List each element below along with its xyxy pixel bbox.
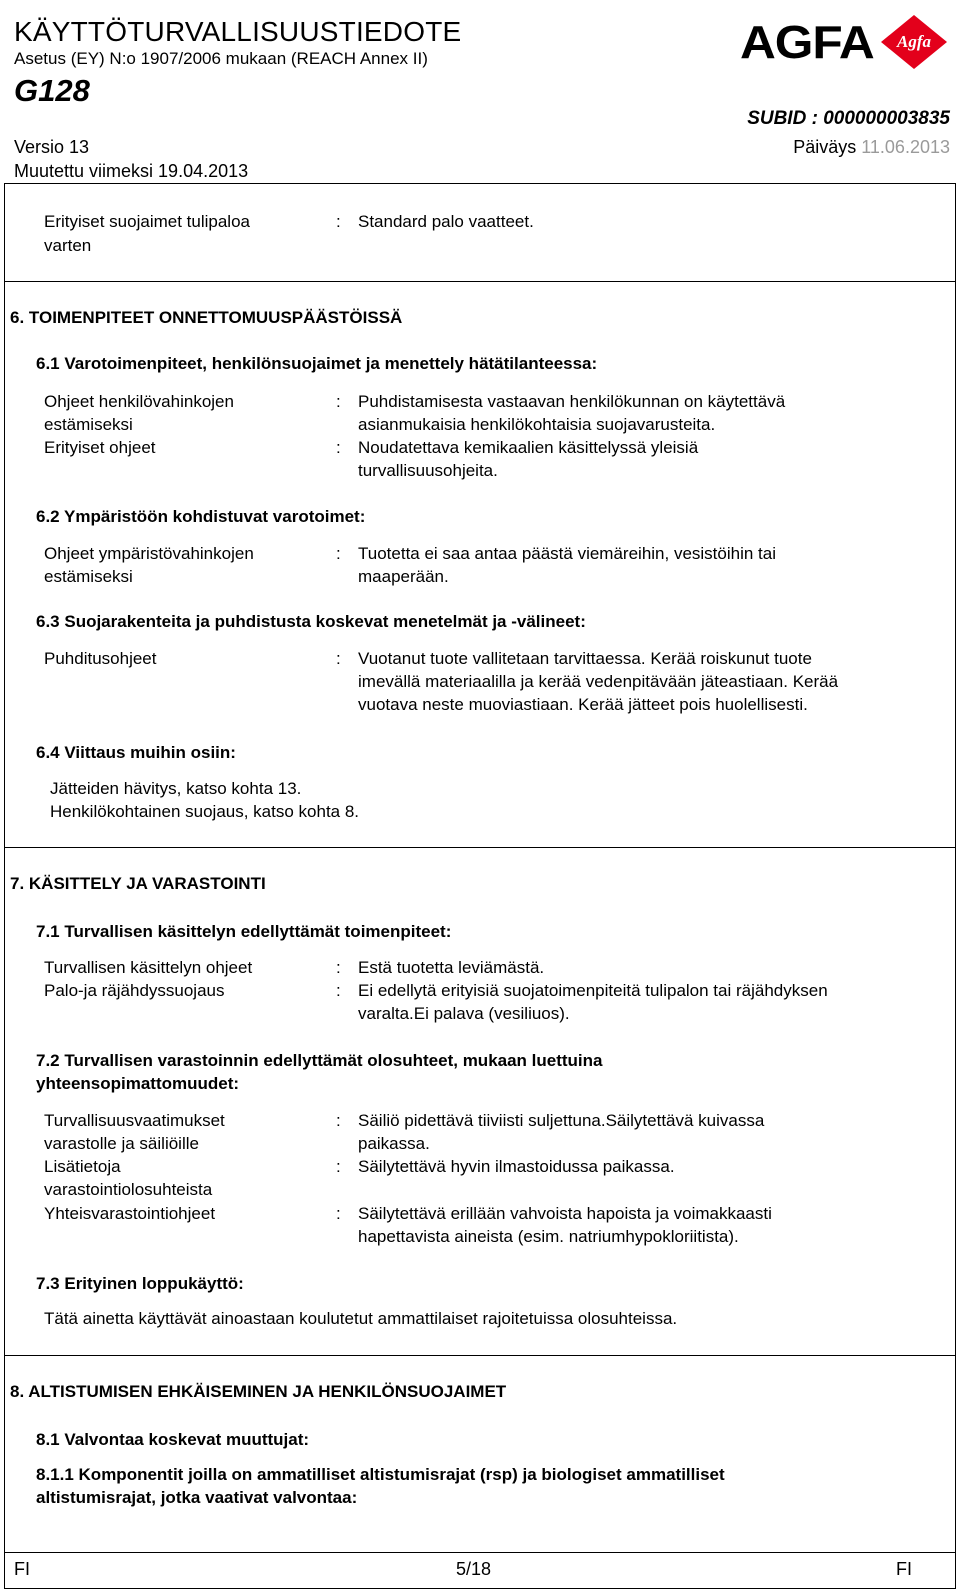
- s6-ref-line1: Jätteiden hävitys, katso kohta 13.: [50, 779, 302, 798]
- agfa-logo-text: AGFA: [740, 16, 874, 68]
- s5-colon: :: [336, 212, 341, 231]
- agfa-logo: [740, 14, 952, 70]
- footer-divider: [4, 1552, 956, 1553]
- s6-r2-value-line2: turvallisuusohjeita.: [358, 461, 498, 480]
- s6-r3-colon: :: [336, 544, 341, 563]
- section-7-title: 7. KÄSITTELY JA VARASTOINTI: [10, 874, 266, 893]
- divider: [4, 1355, 956, 1356]
- product-code: G128: [14, 73, 90, 108]
- s5-label-line1: Erityiset suojaimet tulipaloa: [44, 212, 250, 231]
- section-6-title: 6. TOIMENPITEET ONNETTOMUUSPÄÄSTÖISSÄ: [10, 308, 403, 327]
- s6-r4-value-line2: imevällä materiaalilla ja kerää vedenpitävään jäteastiaan. Kerää: [358, 672, 839, 691]
- s6-r3-label-line1: Ohjeet ympäristövahinkojen: [44, 544, 254, 563]
- section-8-title: 8. ALTISTUMISEN EHKÄISEMINEN JA HENKILÖNSUOJAIMET: [10, 1382, 507, 1401]
- s6-r4-label: Puhditusohjeet: [44, 649, 157, 668]
- section-6-2-title: 6.2 Ympäristöön kohdistuvat varotoimet:: [36, 507, 366, 526]
- s6-r1-label-line2: estämiseksi: [44, 415, 133, 434]
- s7-r3-label-line2: varastolle ja säiliöille: [44, 1134, 199, 1153]
- section-6-3-title: 6.3 Suojarakenteita ja puhdistusta koskevat menetelmät ja -välineet:: [36, 612, 586, 631]
- s7-r2-value-line2: varalta.Ei palava (vesiliuos).: [358, 1004, 570, 1023]
- s7-3-text: Tätä ainetta käyttävät ainoastaan koulutetut ammattilaiset rajoitetuissa olosuhteissa.: [44, 1309, 678, 1328]
- page-number: 5/18: [456, 1559, 492, 1579]
- s6-r1-colon: :: [336, 392, 341, 411]
- s7-r5-colon: :: [336, 1204, 341, 1223]
- s6-r4-colon: :: [336, 649, 341, 668]
- section-7-2-title-line2: yhteensopimattomuudet:: [36, 1074, 240, 1093]
- date-label: Päiväys: [793, 137, 857, 157]
- s7-r1-value: Estä tuotetta leviämästä.: [358, 958, 545, 977]
- version: Versio 13: [14, 137, 90, 157]
- s6-r2-colon: :: [336, 438, 341, 457]
- s7-r4-colon: :: [336, 1157, 341, 1176]
- section-7-2-title-line1: 7.2 Turvallisen varastoinnin edellyttämät olosuhteet, mukaan luettuina: [36, 1051, 603, 1070]
- section-6-1-title: 6.1 Varotoimenpiteet, henkilönsuojaimet ja menettely hätätilanteessa:: [36, 354, 598, 373]
- agfa-diamond-icon: [880, 14, 948, 70]
- s6-r1-label-line1: Ohjeet henkilövahinkojen: [44, 392, 234, 411]
- regulation-subtitle: Asetus (EY) N:o 1907/2006 mukaan (REACH Annex II): [14, 49, 428, 68]
- s7-r5-value-line2: hapettavista aineista (esim. natriumhypokloriitista).: [358, 1227, 739, 1246]
- s6-r3-value-line1: Tuotetta ei saa antaa päästä viemäreihin, vesistöihin tai: [358, 544, 777, 563]
- agfa-badge-text: Agfa: [897, 32, 931, 51]
- section-8-1-1-title-line2: altistumisrajat, jotka vaativat valvontaa:: [36, 1488, 358, 1507]
- s6-r3-value-line2: maaperään.: [358, 567, 449, 586]
- s6-r4-value-line3: vuotava neste muoviastiaan. Kerää jätteet pois huolellisesti.: [358, 695, 808, 714]
- section-8-1-title: 8.1 Valvontaa koskevat muuttujat:: [36, 1430, 310, 1449]
- s7-r3-value-line1: Säiliö pidettävä tiiviisti suljettuna.Säilytettävä kuivassa: [358, 1111, 765, 1130]
- s7-r3-colon: :: [336, 1111, 341, 1130]
- s6-r2-value-line1: Noudatettava kemikaalien käsittelyssä yleisiä: [358, 438, 699, 457]
- footer-language-left: FI: [14, 1559, 30, 1579]
- section-7-1-title: 7.1 Turvallisen käsittelyn edellyttämät toimenpiteet:: [36, 922, 452, 941]
- s7-r3-label-line1: Turvallisuusvaatimukset: [44, 1111, 225, 1130]
- s6-r1-value-line2: asianmukaisia henkilökohtaisia suojavarusteita.: [358, 415, 716, 434]
- s7-r2-label: Palo-ja räjähdyssuojaus: [44, 981, 225, 1000]
- section-6-4-title: 6.4 Viittaus muihin osiin:: [36, 743, 236, 762]
- s5-label-line2: varten: [44, 236, 92, 255]
- date-value: 11.06.2013: [861, 137, 950, 157]
- last-modified: Muutettu viimeksi 19.04.2013: [14, 161, 249, 181]
- issue-date: [793, 136, 950, 159]
- document-title: KÄYTTÖTURVALLISUUSTIEDOTE: [14, 16, 462, 47]
- document-header: [0, 0, 960, 184]
- s7-r3-value-line2: paikassa.: [358, 1134, 430, 1153]
- s7-r5-label: Yhteisvarastointiohjeet: [44, 1204, 216, 1223]
- s5-value: Standard palo vaatteet.: [358, 212, 534, 231]
- divider: [4, 847, 956, 848]
- s7-r4-label-line2: varastointiolosuhteista: [44, 1180, 213, 1199]
- s6-r4-value-line1: Vuotanut tuote vallitetaan tarvittaessa. Kerää roiskunut tuote: [358, 649, 812, 668]
- s6-r3-label-line2: estämiseksi: [44, 567, 133, 586]
- s7-r4-value: Säilytettävä hyvin ilmastoidussa paikassa.: [358, 1157, 675, 1176]
- section-8-1-1-title-line1: 8.1.1 Komponentit joilla on ammatilliset altistumisrajat (rsp) ja biologiset ammatilliset: [36, 1465, 725, 1484]
- s6-r1-value-line1: Puhdistamisesta vastaavan henkilökunnan on käytettävä: [358, 392, 786, 411]
- s7-r2-colon: :: [336, 981, 341, 1000]
- s7-r2-value-line1: Ei edellytä erityisiä suojatoimenpiteitä tulipalon tai räjähdyksen: [358, 981, 828, 1000]
- s7-r5-value-line1: Säilytettävä erillään vahvoista hapoista ja voimakkaasti: [358, 1204, 772, 1223]
- s6-r2-label: Erityiset ohjeet: [44, 438, 156, 457]
- s6-ref-line2: Henkilökohtainen suojaus, katso kohta 8.: [50, 802, 360, 821]
- divider: [4, 281, 956, 282]
- s7-r1-label: Turvallisen käsittelyn ohjeet: [44, 958, 253, 977]
- section-7-3-title: 7.3 Erityinen loppukäyttö:: [36, 1274, 244, 1293]
- footer-language-right: FI: [896, 1559, 912, 1579]
- subid: SUBID : 000000003835: [747, 108, 950, 129]
- s7-r1-colon: :: [336, 958, 341, 977]
- s7-r4-label-line1: Lisätietoja: [44, 1157, 121, 1176]
